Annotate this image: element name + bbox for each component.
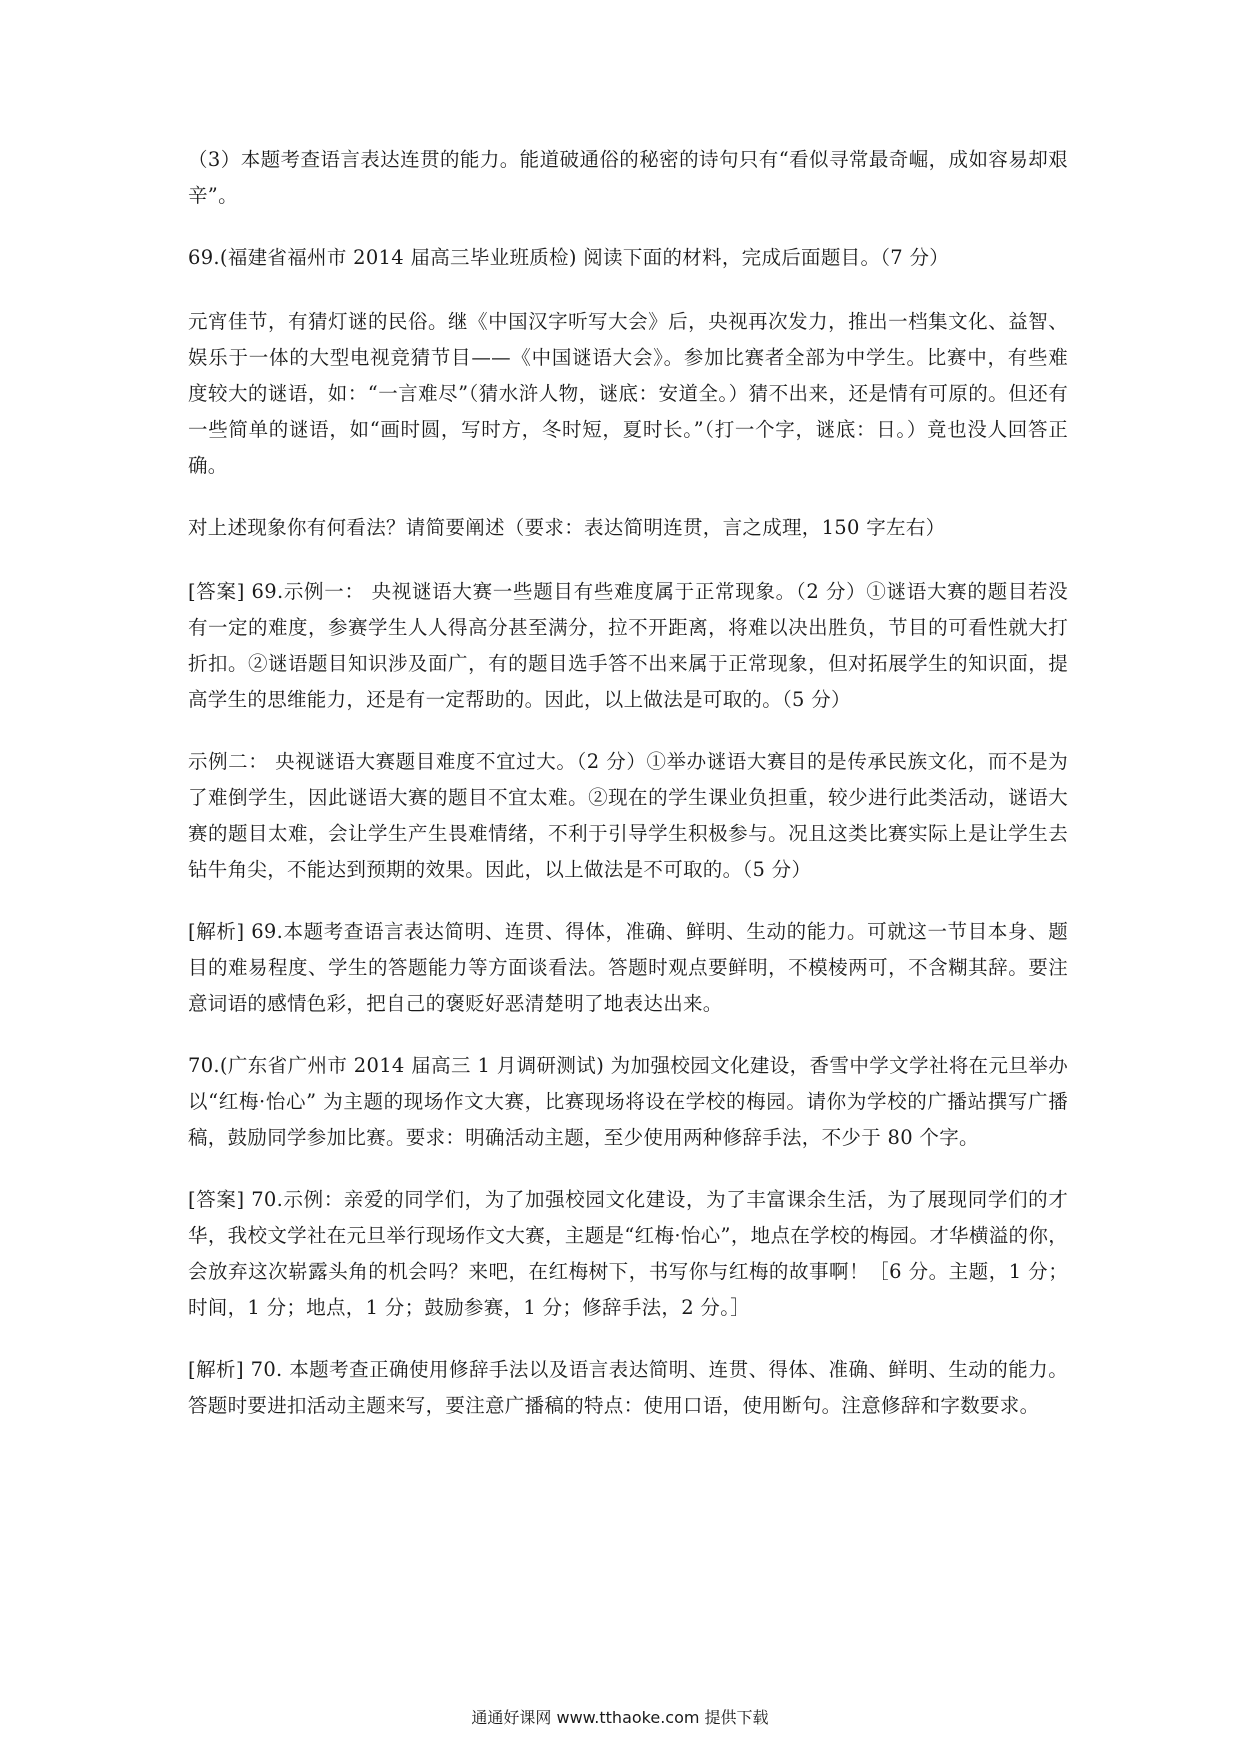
question-69-heading: 69.(福建省福州市 2014 届高三毕业班质检) 阅读下面的材料，完成后面题目。（7 分）	[188, 246, 950, 269]
answer-69-example-2: 示例二： 央视谜语大赛题目难度不宜过大。（2 分）①举办谜语大赛目的是传承民族文化，而不是为了难倒学生，因此谜语大赛的题目不宜太难。②现在的学生课业负担重，较少进行此类活动，谜语大赛的题目太难，会让学生产生畏难情绪，不利于引导学生积极参与。况且这类比赛实际上是让学生去钻牛角尖，不能达到预期的效果。因此，以上做法是不可取的。（5 分）	[188, 750, 1068, 881]
page-footer: 通通好课网 www.tthaoke.com 提供下载	[471, 1708, 769, 1727]
answer-69-example-1: [答案] 69.示例一： 央视谜语大赛一些题目有些难度属于正常现象。（2 分）①谜语大赛的题目若没有一定的难度，参赛学生人人得高分甚至满分，拉不开距离，将难以决出胜负，节目的可看性就大打折扣。②谜语题目知识涉及面广，有的题目选手答不出来属于正常现象，但对拓展学生的知识面，提高学生的思维能力，还是有一定帮助的。因此，以上做法是可取的。（5 分）	[188, 580, 1068, 711]
question-69-prompt: 对上述现象你有何看法？请简要阐述（要求：表达简明连贯，言之成理，150 字左右）	[188, 516, 946, 539]
analysis-70: [解析] 70. 本题考查正确使用修辞手法以及语言表达简明、连贯、得体、准确、鲜明、生动的能力。答题时要进扣活动主题来写，要注意广播稿的特点：使用口语，使用断句。注意修辞和字数要求。	[188, 1358, 1068, 1417]
question-70: 70.(广东省广州市 2014 届高三 1 月调研测试) 为加强校园文化建设，香雪中学文学社将在元旦举办以“红梅·怡心” 为主题的现场作文大赛，比赛现场将设在学校的梅园。请你为学校的广播站撰写广播稿，鼓励同学参加比赛。要求：明确活动主题，至少使用两种修辞手法，不少于 80 个字。	[188, 1054, 1068, 1149]
analysis-69: [解析] 69.本题考查语言表达简明、连贯、得体，准确、鲜明、生动的能力。可就这一节目本身、题目的难易程度、学生的答题能力等方面谈看法。答题时观点要鲜明，不模棱两可，不含糊其辞。要注意词语的感情色彩，把自己的褒贬好恶清楚明了地表达出来。	[188, 920, 1068, 1015]
question-69-material: 元宵佳节，有猜灯谜的民俗。继《中国汉字听写大会》后，央视再次发力，推出一档集文化、益智、娱乐于一体的大型电视竞猜节目——《中国谜语大会》。参加比赛者全部为中学生。比赛中，有些难度较大的谜语，如：“一言难尽”（猜水浒人物，谜底：安道全。）猜不出来，还是情有可原的。但还有一些简单的谜语，如“画时圆，写时方，冬时短，夏时长。”（打一个字，谜底：日。）竟也没人回答正确。	[188, 310, 1068, 477]
answer-70: [答案] 70.示例：亲爱的同学们，为了加强校园文化建设，为了丰富课余生活，为了展现同学们的才华，我校文学社在元旦举行现场作文大赛，主题是“红梅·怡心”，地点在学校的梅园。才华横溢的你，会放弃这次崭露头角的机会吗？来吧，在红梅树下，书写你与红梅的故事啊！［6 分。主题，1 分；时间，1 分；地点，1 分；鼓励参赛，1 分；修辞手法，2 分。］	[188, 1188, 1068, 1319]
paragraph-analysis-3: （3）本题考查语言表达连贯的能力。能道破通俗的秘密的诗句只有“看似寻常最奇崛，成如容易却艰辛”。	[188, 148, 1068, 207]
document-body	[188, 142, 1068, 1450]
